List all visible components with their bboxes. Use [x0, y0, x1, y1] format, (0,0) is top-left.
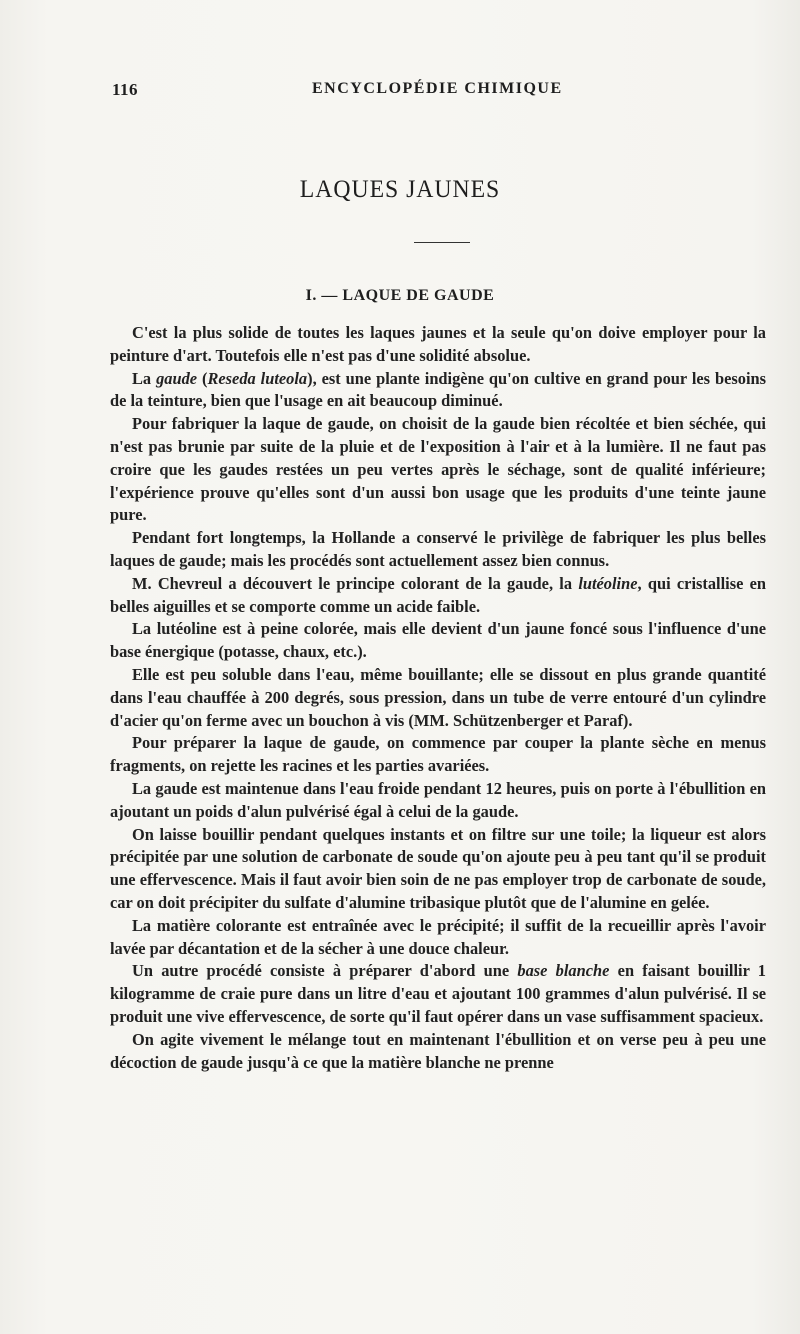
paragraph: On laisse bouillir pendant quelques instants et on filtre sur une toile; la liqueur est alors précipitée par une solution de carbonate de soude qu'on ajoute peu à peu tant qu'il se produit une effervescence. Mais il faut avoir bien soin de ne pas employer trop de carbonate de soude, car on doit précipiter du sulfate d'alumine tribasique plutôt que de l'alumine en gelée. — [110, 824, 766, 912]
running-head: ENCYCLOPÉDIE CHIMIQUE — [312, 80, 563, 97]
paragraph: La matière colorante est entraînée avec le précipité; il suffit de la recueillir après l'avoir lavée par décantation et de la sécher à une douce chaleur. — [110, 915, 766, 958]
italic-term: lutéoline — [578, 573, 638, 593]
italic-term: base blanche — [517, 961, 610, 981]
page-number: 116 — [112, 80, 139, 99]
paragraph: La gaude (Reseda luteola), est une plante indigène qu'on cultive en grand pour les besoins de la teinture, bien que l'usage en ait beaucoup diminué. — [110, 368, 766, 411]
italic-term: Reseda luteola — [207, 368, 308, 388]
paragraph: C'est la plus solide de toutes les laques jaunes et la seule qu'on doive employer pour la peinture d'art. Toutefois elle n'est pas d'une solidité absolue. — [110, 323, 766, 365]
paragraph: La gaude est maintenue dans l'eau froide pendant 12 heures, puis on porte à l'ébullition en ajoutant un poids d'alun pulvérisé égal à celui de la gaude. — [110, 778, 766, 821]
body-text — [110, 322, 766, 1074]
paragraph: Pour fabriquer la laque de gaude, on choisit de la gaude bien récoltée et bien séchée, qui n'est pas brunie par suite de la pluie et de l'exposition à l'air et à la lumière. Il ne faut pas croire que les gaudes restées un peu vertes après le séchage, sont de qualité inférieure; l'expérience prouve qu'elles sont d'un aussi bon usage que les produits d'une teinte jaune pure. — [110, 414, 766, 525]
paragraph: Pendant fort longtemps, la Hollande a conservé le privilège de fabriquer les plus belles laques de gaude; mais les procédés sont actuellement assez bien connus. — [110, 528, 766, 570]
paragraph: M. Chevreul a découvert le principe colorant de la gaude, la lutéoline, qui cristallise en belles aiguilles et se comporte comme un acide faible. — [110, 573, 766, 616]
paragraph: Elle est peu soluble dans l'eau, même bouillante; elle se dissout en plus grande quantité dans l'eau chauffée à 200 degrés, sous pression, dans un tube de verre entouré d'un cylindre d'acier qu'on ferme avec un bouchon à vis (MM. Schützenberger et Paraf). — [110, 664, 766, 730]
paragraph: On agite vivement le mélange tout en maintenant l'ébullition et on verse peu à peu une décoction de gaude jusqu'à ce que la matière blanche ne prenne — [110, 1029, 766, 1072]
chapter-title: LAQUES JAUNES — [299, 176, 501, 203]
page-header — [112, 80, 700, 102]
section-heading: I. — LAQUE DE GAUDE — [305, 287, 495, 304]
paragraph: Pour préparer la laque de gaude, on commence par couper la plante sèche en menus fragments, on rejette les racines et les parties avariées. — [110, 733, 766, 776]
italic-term: gaude — [156, 368, 198, 388]
title-divider — [414, 242, 470, 243]
paragraph: Un autre procédé consiste à préparer d'abord une base blanche en faisant bouillir 1 kilogramme de craie pure dans un litre d'eau et ajoutant 100 grammes d'alun pulvérisé. Il se produit une vive effervescence, de sorte qu'il faut opérer dans un vase suffisamment spacieux. — [110, 961, 766, 1026]
paragraph: La lutéoline est à peine colorée, mais elle devient d'un jaune foncé sous l'influence d'une base énergique (potasse, chaux, etc.). — [110, 619, 766, 662]
